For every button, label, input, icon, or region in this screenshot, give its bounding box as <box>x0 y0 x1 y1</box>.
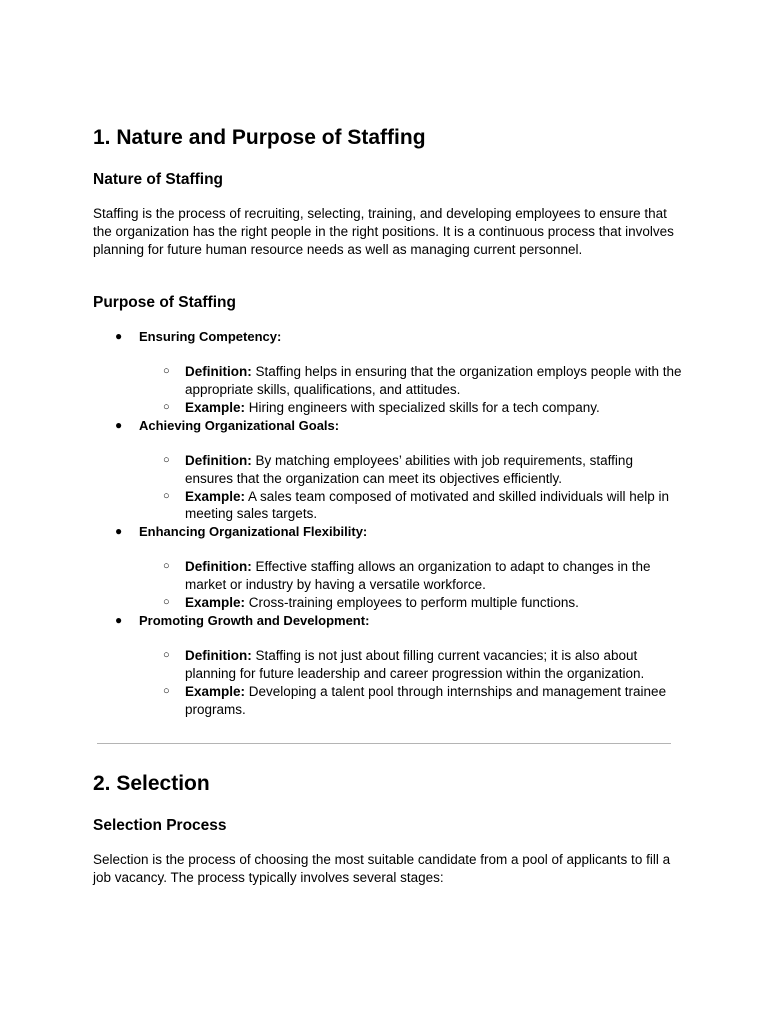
definition-label: Definition: <box>185 559 252 575</box>
bullet-icon: ● <box>115 612 123 627</box>
example-label: Example: <box>185 399 246 415</box>
purpose-sub-list <box>139 363 683 416</box>
definition-text: Staffing is not just about filling current vacancies; it is also about planning for future leadership and career progression within the organization. <box>185 648 645 681</box>
subheading-selection-process: Selection Process <box>93 817 227 834</box>
definition-text: Staffing helps in ensuring that the organization employs people with the appropriate skills, qualifications, and attitudes. <box>185 364 682 398</box>
horizontal-divider <box>97 743 671 744</box>
example-text: Cross-training employees to perform multiple functions. <box>248 595 579 611</box>
section-title-selection: 2. Selection <box>93 772 210 795</box>
example-text: A sales team composed of motivated and skilled individuals will help in meeting sales targets. <box>185 488 670 522</box>
example-label: Example: <box>185 683 246 699</box>
section-title-staffing: 1. Nature and Purpose of Staffing <box>93 126 426 149</box>
circle-bullet-icon: ○ <box>163 453 170 466</box>
purpose-item-title: Enhancing Organizational Flexibility: <box>139 524 368 540</box>
paragraph-nature-of-staffing: Staffing is the process of recruiting, selecting, training, and developing employees to ensure that the organization has the right people in the right positions. It is a continuous process that involves planning for future human resource needs as well as managing current personnel. <box>93 206 674 257</box>
purpose-list <box>93 328 683 718</box>
subheading-nature-of-staffing: Nature of Staffing <box>93 171 224 188</box>
definition-item <box>139 647 683 683</box>
definition-text: By matching employees’ abilities with job requirements, staffing ensures that the organization can meet its objectives efficiently. <box>185 452 633 486</box>
purpose-sub-list <box>139 558 683 611</box>
example-label: Example: <box>185 595 246 611</box>
purpose-sub-list <box>139 647 683 718</box>
example-label: Example: <box>185 488 246 504</box>
example-text: Hiring engineers with specialized skills for a tech company. <box>248 399 600 415</box>
purpose-sub-list <box>139 452 683 523</box>
definition-text: Effective staffing allows an organization to adapt to changes in the market or industry by having a versatile workforce. <box>185 559 651 593</box>
circle-bullet-icon: ○ <box>163 649 170 662</box>
bullet-icon: ● <box>115 524 123 539</box>
circle-bullet-icon: ○ <box>163 365 170 378</box>
bullet-icon: ● <box>115 329 123 343</box>
definition-label: Definition: <box>185 452 252 468</box>
purpose-item <box>93 612 683 718</box>
circle-bullet-icon: ○ <box>163 684 170 697</box>
circle-bullet-icon: ○ <box>163 489 170 502</box>
example-text: Developing a talent pool through internships and management trainee programs. <box>185 683 667 717</box>
circle-bullet-icon: ○ <box>163 560 170 573</box>
paragraph-selection-process: Selection is the process of choosing the most suitable candidate from a pool of applicants to fill a job vacancy. The process typically involves several stages: <box>93 852 671 885</box>
circle-bullet-icon: ○ <box>163 400 170 413</box>
purpose-item-title: Achieving Organizational Goals: <box>139 417 340 433</box>
definition-label: Definition: <box>185 364 252 380</box>
purpose-item <box>93 328 683 417</box>
example-item <box>139 594 683 612</box>
purpose-item-title: Promoting Growth and Development: <box>139 612 370 628</box>
purpose-item-title: Ensuring Competency: <box>139 329 282 344</box>
example-item <box>139 488 683 524</box>
definition-item <box>139 363 683 399</box>
definition-item <box>139 452 683 488</box>
definition-item <box>139 558 683 594</box>
purpose-item <box>93 523 683 612</box>
definition-label: Definition: <box>185 648 252 664</box>
example-item <box>139 399 683 417</box>
example-item <box>139 683 683 719</box>
purpose-item <box>93 417 683 523</box>
circle-bullet-icon: ○ <box>163 596 170 609</box>
subheading-purpose-of-staffing: Purpose of Staffing <box>93 294 236 311</box>
bullet-icon: ● <box>115 417 123 432</box>
